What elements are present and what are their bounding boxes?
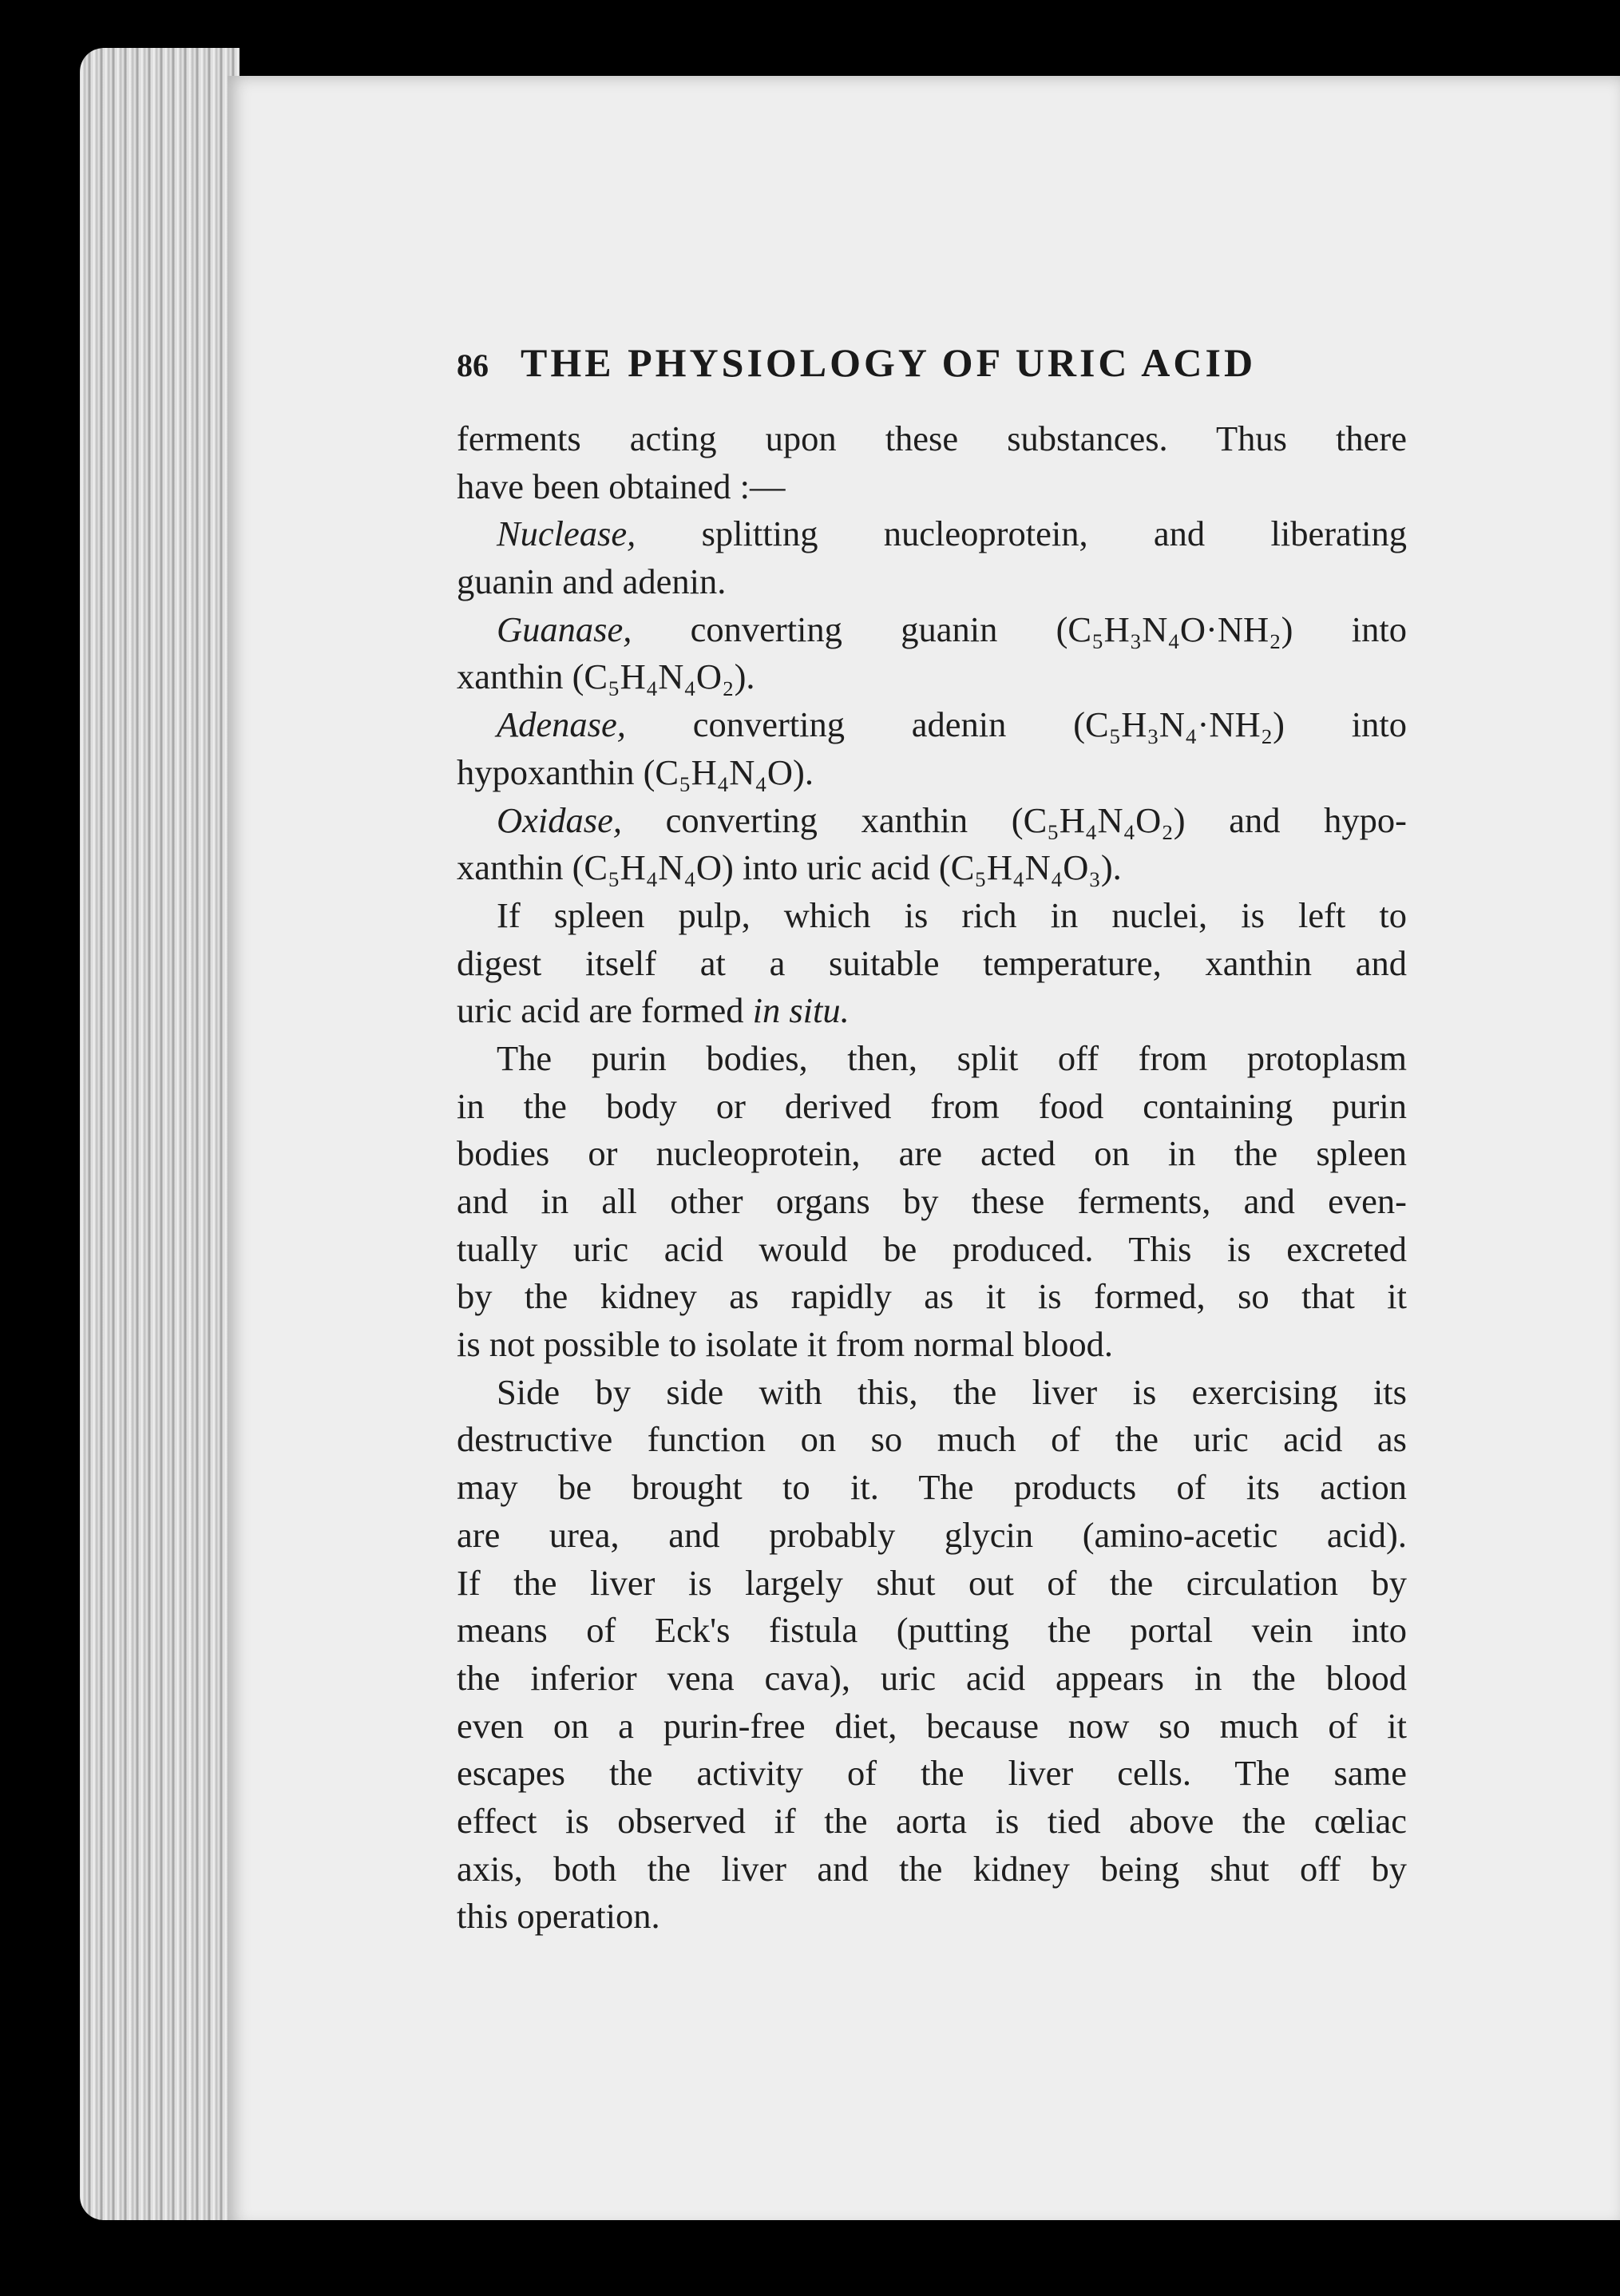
body-text [457,415,1407,1941]
text-line: axis, both the liver and the kidney being shut off by [457,1848,1407,1889]
text-line: ferments acting upon these substances. Thus there [457,418,1407,458]
text-line: destructive function on so much of the uric acid as [457,1419,1407,1460]
text-line: bodies or nucleoprotein, are acted on in the spleen [457,1133,1407,1174]
text-line: If the liver is largely shut out of the circulation by [457,1562,1407,1603]
text-line: effect is observed if the aorta is tied above the cœliac [457,1800,1407,1841]
text-line: have been obtained :— [457,466,786,506]
text-line: and in all other organs by these ferments, and even- [457,1181,1407,1221]
text-line: The purin bodies, then, split off from protoplasm [497,1037,1407,1078]
running-title: THE PHYSIOLOGY OF URIC ACID [521,340,1257,385]
term-guanase: Guanase, [497,609,632,649]
text-fragment: converting xanthin (C₅H₄N₄O₂) and hypo- [621,799,1407,840]
text-line [457,987,1407,1035]
text-fragment: converting adenin (C₅H₃N₄·NH₂) into [625,704,1407,745]
text-line: the inferior vena cava), uric acid appears in the blood [457,1657,1407,1698]
scan-bottom-margin [0,2220,1620,2296]
page-edges [80,48,240,2220]
text-line: are urea, and probably glycin (amino-acetic acid). [457,1514,1407,1555]
term-nuclease: Nuclease, [497,514,636,554]
text-line [457,701,1407,749]
text-line: means of Eck's fistula (putting the portal vein into [457,1610,1407,1651]
text-line: xanthin (C₅H₄N₄O) into uric acid (C₅H₄N₄O₃). [457,847,1122,888]
text-line: hypoxanthin (C₅H₄N₄O). [457,751,814,792]
term-in-situ: in situ. [752,990,850,1031]
text-line: guanin and adenin. [457,561,727,602]
text-line: by the kidney as rapidly as it is formed, so that it [457,1276,1407,1317]
text-line [457,797,1407,845]
term-oxidase: Oxidase, [497,799,622,840]
text-line [457,606,1407,654]
text-line: even on a purin-free diet, because now so much of it [457,1705,1407,1746]
text-line: If spleen pulp, which is rich in nuclei, is left to [497,894,1407,935]
text-fragment: splitting nucleoprotein, and liberating [636,514,1407,554]
text-line: this operation. [457,1896,660,1937]
page-header [457,339,1405,387]
text-line: may be brought to it. The products of its action [457,1467,1407,1508]
text-line [457,510,1407,558]
text-fragment: converting guanin (C₅H₃N₄O·NH₂) into [632,609,1407,649]
text-line: is not possible to isolate it from normal blood. [457,1324,1113,1365]
term-adenase: Adenase, [497,704,626,745]
text-fragment: uric acid are formed [457,990,753,1031]
text-line: escapes the activity of the liver cells. The same [457,1753,1407,1794]
text-line: digest itself at a suitable temperature, xanthin and [457,942,1407,983]
page-number: 86 [457,347,489,383]
text-line: tually uric acid would be produced. This is excreted [457,1228,1407,1269]
text-line: xanthin (C₅H₄N₄O₂). [457,656,755,697]
text-line: in the body or derived from food containing purin [457,1085,1407,1126]
text-line: Side by side with this, the liver is exercising its [497,1371,1407,1412]
